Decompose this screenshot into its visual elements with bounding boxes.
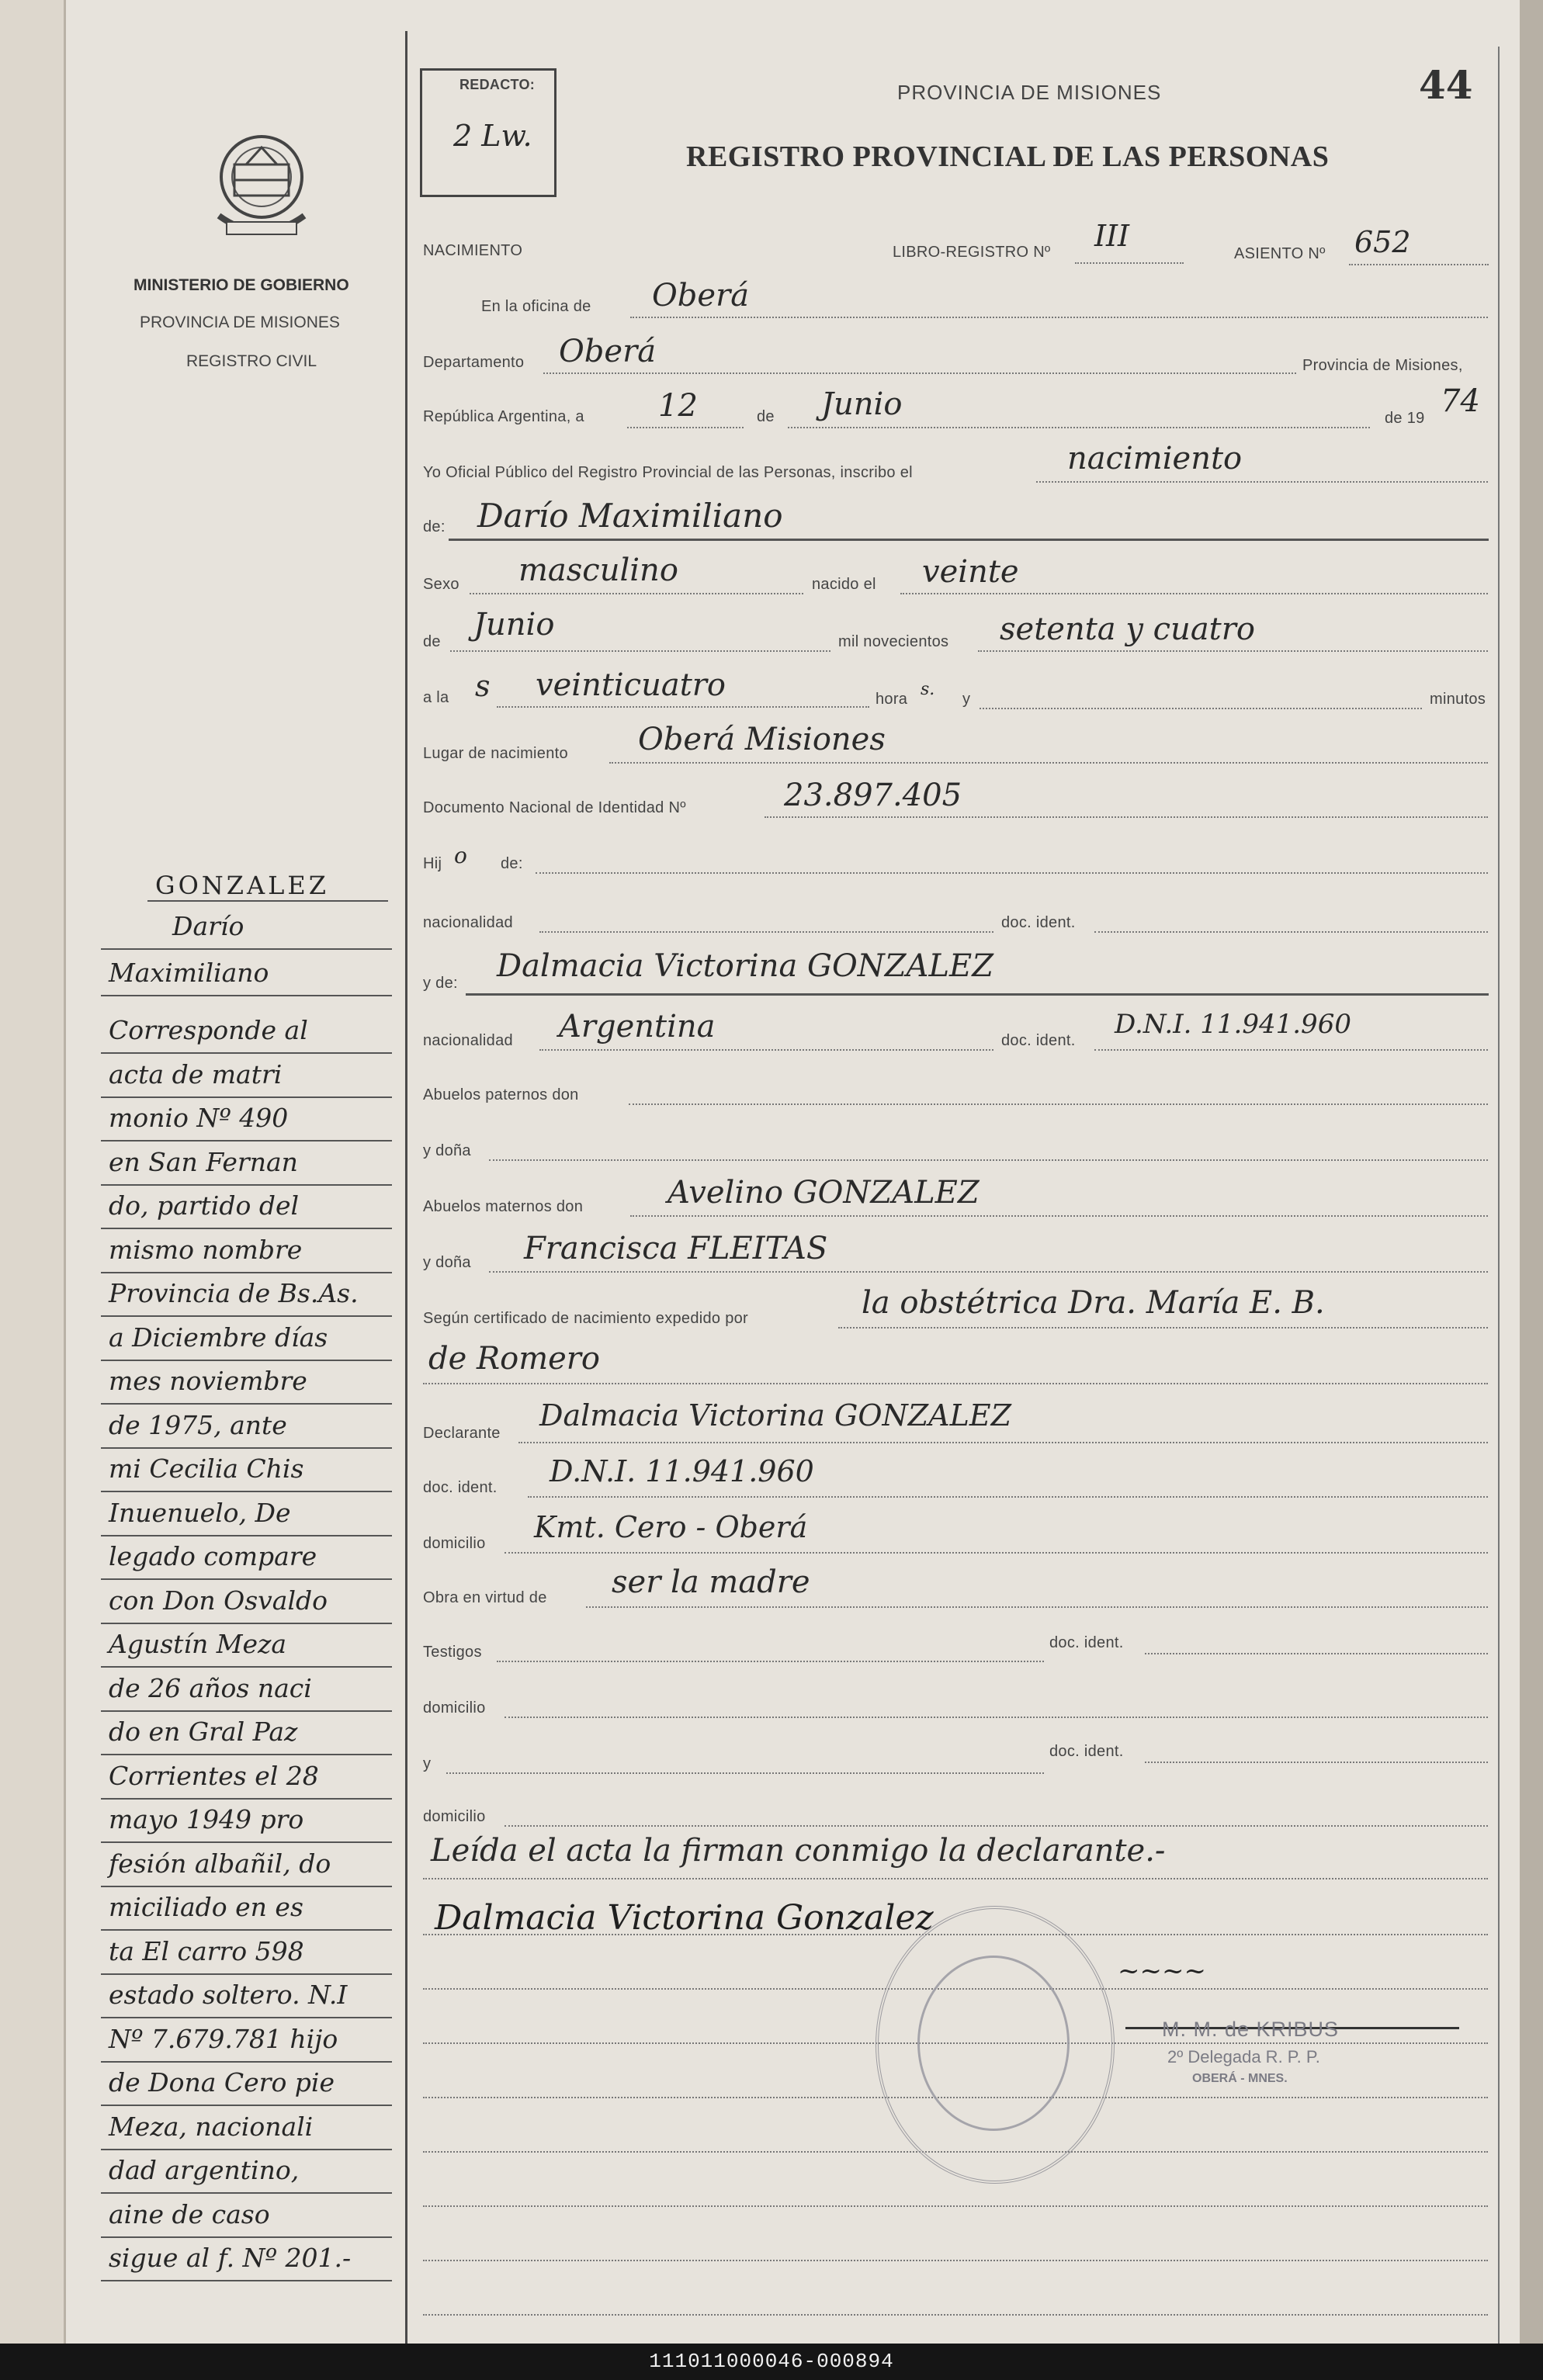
docident3-label: doc. ident. (423, 1479, 498, 1496)
lugar-line (609, 762, 1488, 764)
side-note-line: ta El carro 598 (109, 1935, 304, 1966)
father-line (536, 872, 1488, 874)
side-note-rule (101, 2061, 392, 2063)
docident2-line (1094, 1049, 1488, 1051)
oficina-label: En la oficina de (481, 298, 591, 315)
header-province: PROVINCIA DE MISIONES (897, 81, 1162, 104)
departamento-line (543, 372, 1296, 374)
hora-prefix-value: s (475, 669, 491, 703)
side-note-line: a Diciembre días (109, 1322, 328, 1353)
sexo-value: masculino (518, 553, 678, 588)
docident2-value: D.N.I. 11.941.960 (1115, 1009, 1351, 1040)
abuelo-materno-value: Avelino GONZALEZ (667, 1175, 980, 1211)
side-note-line: Meza, nacionali (109, 2111, 314, 2142)
hour-value: veinticuatro (536, 667, 726, 703)
nacionalidad2-label: nacionalidad (423, 1032, 513, 1049)
side-note-rule (101, 1228, 392, 1229)
side-note-line: do en Gral Paz (109, 1717, 298, 1747)
left-province-label: PROVINCIA DE MISIONES (140, 314, 340, 331)
year-words-line (978, 650, 1488, 652)
abuelos-maternos-label: Abuelos maternos don (423, 1198, 584, 1215)
side-note-rule (101, 1447, 392, 1449)
page-edge (1520, 0, 1543, 2344)
side-note-rule (101, 1710, 392, 1712)
act-type-label: NACIMIENTO (423, 242, 523, 259)
left-margin-rule (405, 31, 407, 2344)
mil-label: mil novecientos (838, 633, 949, 650)
side-note-line: estado soltero. N.I (109, 1980, 348, 2010)
nacido-value: veinte (922, 554, 1019, 590)
departamento-value: Oberá (559, 334, 657, 369)
asiento-value: 652 (1354, 225, 1411, 259)
libro-line (1075, 262, 1184, 264)
abuela-materna-value: Francisca FLEITAS (524, 1231, 828, 1266)
right-margin-rule (1498, 47, 1500, 2344)
side-note-line: do, partido del (109, 1190, 300, 1221)
official-signature-mark: ~~~~ (1118, 1956, 1206, 1987)
official-seal (876, 1906, 1115, 2184)
domicilio-value: Kmt. Cero - Oberá (534, 1510, 808, 1544)
minutos-label: minutos (1430, 691, 1486, 708)
side-given2: Maximiliano (109, 958, 269, 988)
side-note-line: dad argentino, (109, 2155, 300, 2185)
lugar-label: Lugar de nacimiento (423, 745, 568, 762)
nacionalidad-label: nacionalidad (423, 914, 513, 931)
side-note-line: Corrientes el 28 (109, 1760, 319, 1791)
official-place-stamp: OBERÁ - MNES. (1192, 2072, 1288, 2085)
year-label: de 19 (1385, 410, 1425, 427)
side-note-line: Provincia de Bs.As. (109, 1278, 359, 1308)
nacido-label: nacido el (812, 576, 876, 593)
side-note-line: mayo 1949 pro (109, 1804, 304, 1834)
blank-line-5 (423, 2205, 1488, 2207)
side-note-rule (101, 1886, 392, 1887)
side-given1: Darío (172, 911, 244, 941)
binding-edge (0, 0, 66, 2344)
domicilio2-label: domicilio (423, 1699, 486, 1717)
abuelos-paternos-line (629, 1103, 1488, 1105)
side-note-rule (101, 1272, 392, 1273)
certificado-label: Según certificado de nacimiento expedido por (423, 1310, 749, 1327)
hour-line (497, 706, 869, 708)
y2-label: y (423, 1755, 432, 1772)
testigos-line (497, 1661, 1044, 1662)
nacionalidad2-value: Argentina (559, 1009, 716, 1044)
abuelos-paternos-label: Abuelos paternos don (423, 1086, 579, 1103)
side-note-line: Nº 7.679.781 hijo (109, 2023, 338, 2054)
year-value: 74 (1441, 383, 1480, 419)
docident2-label: doc. ident. (1001, 1032, 1076, 1049)
sexo-line (470, 593, 803, 594)
side-note-rule (101, 2105, 392, 2106)
leida-line (423, 1878, 1488, 1879)
dni-label: Documento Nacional de Identidad Nº (423, 799, 686, 816)
side-note-line: legado compare (109, 1541, 317, 1571)
dni-line (765, 816, 1488, 818)
side-note-line: sigue al f. Nº 201.- (109, 2243, 352, 2273)
republica-label: República Argentina, a (423, 408, 584, 425)
footer-document-id: 111011000046-000894 (0, 2344, 1543, 2380)
hijo-suffix: o (454, 843, 467, 868)
oficial-text: Yo Oficial Público del Registro Provincial de las Personas, inscribo el (423, 464, 913, 481)
declarant-signature: Dalmacia Victorina Gonzalez (435, 1898, 934, 1938)
side-note-rule (101, 1623, 392, 1624)
provincia-suffix: Provincia de Misiones, (1302, 357, 1463, 374)
side-note-rule (101, 2280, 392, 2281)
alas-label: a la (423, 689, 449, 706)
testigos-label: Testigos (423, 1644, 482, 1661)
docident-label: doc. ident. (1001, 914, 1076, 931)
docident5-label: doc. ident. (1049, 1743, 1124, 1760)
side-note-rule (101, 1578, 392, 1580)
oficina-line (630, 317, 1488, 318)
name-line (449, 539, 1489, 541)
side-note-line: en San Fernan (109, 1146, 298, 1177)
redacto-value: 2 Lw. (453, 119, 532, 153)
civil-registry-label: REGISTRO CIVIL (186, 352, 317, 370)
blank-line-7 (423, 2314, 1488, 2316)
certificado-line (838, 1327, 1488, 1329)
side-given1-line (101, 948, 392, 950)
docident3-value: D.N.I. 11.941.960 (550, 1454, 814, 1488)
departamento-label: Departamento (423, 354, 525, 371)
side-note-line: de 26 años naci (109, 1672, 312, 1703)
month-line (788, 427, 1370, 428)
abuela-paterna-line (489, 1159, 1488, 1161)
side-given2-line (101, 995, 392, 996)
obra-label: Obra en virtud de (423, 1589, 547, 1606)
de3-label: de (423, 633, 441, 650)
side-note-rule (101, 1535, 392, 1536)
month-value: Junio (821, 386, 903, 422)
ydona2-label: y doña (423, 1254, 471, 1271)
dni-value: 23.897.405 (784, 778, 962, 813)
leida-note: Leída el acta la firman conmigo la declarante.- (431, 1833, 1166, 1869)
side-note-line: de Dona Cero pie (109, 2067, 335, 2098)
domicilio-line (505, 1552, 1488, 1554)
side-note-line: fesión albañil, do (109, 1848, 331, 1879)
side-note-line: mismo nombre (109, 1234, 303, 1265)
side-note-rule (101, 1491, 392, 1492)
official-name-stamp: M. M. de KRIBUS (1162, 2018, 1340, 2041)
docident-line (1094, 931, 1488, 933)
hijo-de-label: de: (501, 855, 523, 872)
side-note-line: Inuenuelo, De (109, 1497, 291, 1528)
header-registry: REGISTRO PROVINCIAL DE LAS PERSONAS (686, 140, 1330, 173)
side-note-rule (101, 2236, 392, 2238)
side-note-line: con Don Osvaldo (109, 1585, 328, 1616)
abuelos-maternos-line (630, 1215, 1488, 1217)
side-note-rule (101, 2017, 392, 2018)
certificado-value2: de Romero (428, 1341, 600, 1377)
side-note-rule (101, 1184, 392, 1186)
year-words-value: setenta y cuatro (1000, 611, 1255, 647)
lugar-value: Oberá Misiones (638, 722, 886, 757)
side-note-line: Corresponde al (109, 1015, 308, 1045)
oficina-value: Oberá (652, 278, 750, 314)
declarante-value: Dalmacia Victorina GONZALEZ (539, 1398, 1011, 1433)
side-note-rule (101, 1929, 392, 1931)
hora-label: hora (876, 691, 908, 708)
side-note-rule (101, 1754, 392, 1755)
side-note-line: mi Cecilia Chis (109, 1453, 304, 1484)
ydona-label: y doña (423, 1142, 471, 1159)
asiento-line (1349, 264, 1489, 265)
side-note-rule (101, 1403, 392, 1405)
libro-label: LIBRO-REGISTRO Nº (893, 244, 1051, 261)
acto-line (1036, 481, 1488, 483)
day-value: 12 (658, 388, 698, 424)
day-line (627, 427, 744, 428)
domicilio-label: domicilio (423, 1535, 486, 1552)
docident5-line (1145, 1762, 1488, 1763)
certificado-value: la obstétrica Dra. María E. B. (862, 1285, 1325, 1321)
side-surname: GONZALEZ (155, 871, 329, 900)
side-surname-line (147, 900, 388, 902)
side-note-rule (101, 1315, 392, 1317)
mother-value: Dalmacia Victorina GONZALEZ (497, 948, 993, 984)
side-note-line: acta de matri (109, 1058, 283, 1090)
nacionalidad-line (539, 931, 993, 933)
nacionalidad2-line (539, 1049, 993, 1051)
y2-line (446, 1772, 1044, 1774)
side-note-line: miciliado en es (109, 1892, 303, 1922)
month2-value: Junio (473, 607, 555, 643)
month2-line (450, 650, 830, 652)
side-note-rule (101, 1841, 392, 1843)
redacto-label: REDACTO: (459, 77, 536, 92)
asiento-label: ASIENTO Nº (1234, 245, 1326, 262)
ministry-label: MINISTERIO DE GOBIERNO (133, 276, 349, 294)
obra-line (586, 1606, 1488, 1608)
blank-line-6 (423, 2260, 1488, 2261)
docident4-label: doc. ident. (1049, 1634, 1124, 1651)
page-number: 44 (1419, 62, 1473, 108)
official-title-stamp: 2º Delegada R. P. P. (1167, 2047, 1320, 2066)
side-note-rule (101, 1798, 392, 1800)
side-note-rule (101, 1052, 392, 1054)
domicilio2-line (505, 1717, 1488, 1718)
mother-line (466, 993, 1489, 996)
side-note-rule (101, 1666, 392, 1668)
declarante-line (518, 1442, 1488, 1443)
side-note-line: aine de caso (109, 2198, 270, 2229)
side-note-rule (101, 1973, 392, 1975)
declarante-label: Declarante (423, 1425, 501, 1442)
docident4-line (1145, 1653, 1488, 1654)
minutes-line (980, 708, 1422, 709)
side-note-rule (101, 2149, 392, 2150)
hijo-label: Hij (423, 855, 442, 872)
yde-label: y de: (423, 975, 458, 992)
acto-value: nacimiento (1067, 441, 1243, 476)
de-label: de (757, 408, 775, 425)
sexo-label: Sexo (423, 576, 459, 593)
side-note-line: de 1975, ante (109, 1409, 287, 1440)
certificado-line2 (423, 1383, 1488, 1384)
side-note-rule (101, 1360, 392, 1361)
side-note-line: monio Nº 490 (109, 1103, 289, 1133)
docident3-line (528, 1496, 1488, 1498)
obra-value: ser la madre (612, 1564, 810, 1600)
name-value: Darío Maximiliano (477, 497, 783, 535)
domicilio3-line (505, 1825, 1488, 1827)
libro-value: III (1094, 219, 1130, 253)
hora-mark: s. (921, 680, 935, 699)
side-note-line: mes noviembre (109, 1366, 307, 1396)
domicilio3-label: domicilio (423, 1808, 486, 1825)
y-label: y (962, 691, 971, 708)
de2-label: de: (423, 518, 446, 535)
side-note-rule (101, 1140, 392, 1141)
redacto-box (420, 68, 557, 197)
side-note-rule (101, 2192, 392, 2194)
nacido-line (900, 593, 1488, 594)
coat-of-arms-emblem (203, 130, 320, 255)
abuela-materna-line (489, 1271, 1488, 1273)
side-note-line: Agustín Meza (109, 1629, 287, 1659)
side-note-rule (101, 1096, 392, 1098)
